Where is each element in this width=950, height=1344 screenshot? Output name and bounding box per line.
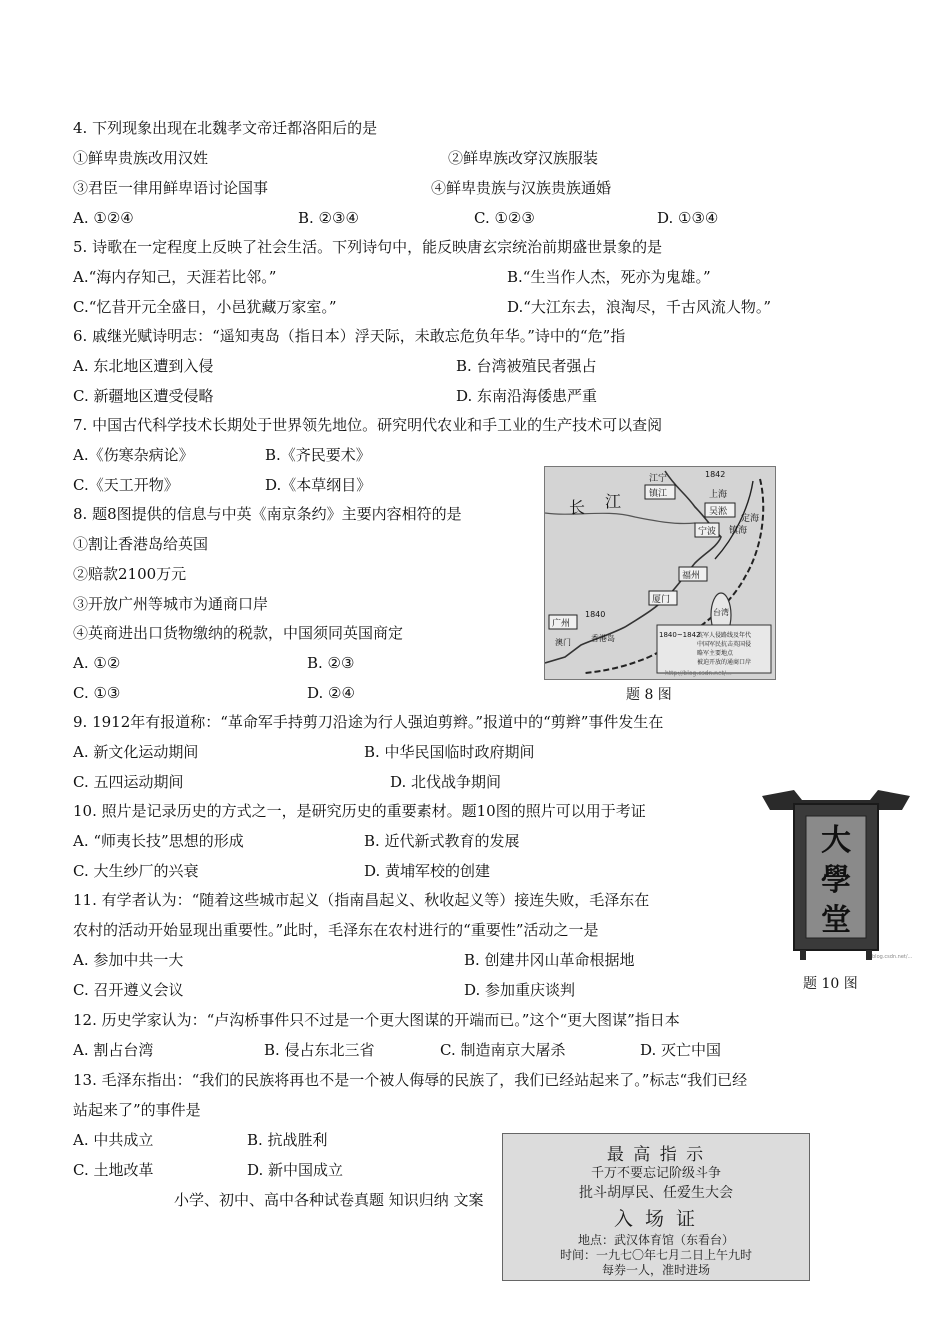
q12-option-b: B. 侵占东北三省 xyxy=(264,1041,375,1059)
legend-item: 略军主要地点 xyxy=(697,650,734,657)
plaque-char: 大 xyxy=(821,823,851,858)
ticket-line: 最 高 指 示 xyxy=(606,1145,706,1165)
q9-option-d: D. 北伐战争期间 xyxy=(390,773,502,791)
q4-item-4: ④鲜卑贵族与汉族贵族通婚 xyxy=(431,179,612,197)
map-label: 1840 xyxy=(585,610,606,619)
q7-stem: 7. 中国古代科学技术长期处于世界领先地位。研究明代农业和手工业的生产技术可以查阅 xyxy=(73,416,663,434)
map-label: 江宁 xyxy=(649,474,668,484)
q10-stem: 10. 照片是记录历史的方式之一，是研究历史的重要素材。题10图的照片可以用于考证 xyxy=(73,802,646,820)
q12-stem: 12. 历史学家认为：“卢沟桥事件只不过是一个更大图谋的开端而已。”这个“更大图谋”指日本 xyxy=(73,1011,680,1029)
ticket-line: 批斗胡厚民、任爱生大会 xyxy=(579,1185,733,1201)
q9-stem: 9. 1912年有报道称：“革命军手持剪刀沿途为行人强迫剪辫。”报道中的“剪辫”事件发生在 xyxy=(73,713,664,731)
map-label: 镇海 xyxy=(729,526,748,536)
q11-option-a: A. 参加中共一大 xyxy=(73,951,184,969)
q12-option-c: C. 制造南京大屠杀 xyxy=(440,1041,566,1059)
map-label: 镇江 xyxy=(649,489,668,499)
q11-stem-cont: 农村的活动开始显现出重要性。”此时，毛泽东在农村进行的“重要性”活动之一是 xyxy=(73,921,599,939)
q5-option-b: B.“生当作人杰，死亦为鬼雄。” xyxy=(507,268,711,286)
legend-item: 中国军民抗击英国侵 xyxy=(697,641,752,648)
q10-option-c: C. 大生纱厂的兴衰 xyxy=(73,862,199,880)
q11-option-b: B. 创建井冈山革命根据地 xyxy=(464,951,635,969)
map-label: 宁波 xyxy=(698,527,717,537)
footer-text: 小学、初中、高中各种试卷真题 知识归纳 文案 xyxy=(174,1191,484,1209)
map-label: 定海 xyxy=(741,514,760,524)
q6-option-d: D. 东南沿海倭患严重 xyxy=(456,387,598,405)
q4-item-2: ②鲜卑族改穿汉族服装 xyxy=(448,149,599,167)
map-label: 澳门 xyxy=(555,638,571,647)
map-label: 1842 xyxy=(705,470,726,479)
q10-option-b: B. 近代新式教育的发展 xyxy=(364,832,520,850)
map-label: 福州 xyxy=(682,571,701,581)
q4-option-c: C. ①②③ xyxy=(474,209,535,227)
plaque-leg xyxy=(800,950,806,960)
map-label: 广州 xyxy=(552,619,571,629)
ticket-photo xyxy=(502,1133,810,1281)
q5-option-d: D.“大江东去，浪淘尽，千古风流人物。” xyxy=(507,298,772,316)
plaque-drawing xyxy=(760,790,912,962)
ticket-line: 每券一人，准时进场 xyxy=(601,1263,710,1277)
q6-option-c: C. 新疆地区遭受侵略 xyxy=(73,387,214,405)
q12-option-d: D. 灭亡中国 xyxy=(640,1041,722,1059)
q13-option-c: C. 土地改革 xyxy=(73,1161,154,1179)
q4-option-b: B. ②③④ xyxy=(298,209,359,227)
q13-option-a: A. 中共成立 xyxy=(73,1131,154,1149)
q8-option-b: B. ②③ xyxy=(307,654,355,672)
map-label: 江 xyxy=(605,492,622,511)
figure-8-caption: 题 8 图 xyxy=(626,687,672,703)
q6-option-b: B. 台湾被殖民者强占 xyxy=(456,357,597,375)
plaque-char: 堂 xyxy=(821,903,851,938)
q4-option-d: D. ①③④ xyxy=(657,209,719,227)
q7-option-b: B.《齐民要术》 xyxy=(265,446,371,464)
q12-option-a: A. 割占台湾 xyxy=(73,1041,154,1059)
q8-item-4: ④英商进出口货物缴纳的税款，中国须同英国商定 xyxy=(73,624,404,642)
q4-option-a: A. ①②④ xyxy=(73,209,134,227)
q8-option-c: C. ①③ xyxy=(73,684,121,702)
q9-option-a: A. 新文化运动期间 xyxy=(73,743,199,761)
q7-option-c: C.《天工开物》 xyxy=(73,476,179,494)
q10-option-d: D. 黄埔军校的创建 xyxy=(364,862,491,880)
figure-10-caption: 题 10 图 xyxy=(803,976,858,992)
map-label: 吴淞 xyxy=(709,507,728,517)
map-drawing xyxy=(545,467,775,679)
q4-item-3: ③君臣一律用鲜卑语讨论国事 xyxy=(73,179,269,197)
q5-option-a: A.“海内存知己，天涯若比邻。” xyxy=(73,268,277,286)
q7-option-d: D.《本草纲目》 xyxy=(265,476,372,494)
q8-item-2: ②赔款2100万元 xyxy=(73,565,187,583)
map-label: 台湾 xyxy=(713,608,729,617)
legend-item: 英军人侵路线及年代 xyxy=(697,632,752,639)
q6-option-a: A. 东北地区遭到入侵 xyxy=(73,357,214,375)
map-label: 上海 xyxy=(709,490,728,500)
map-label: 香港岛 xyxy=(591,634,615,643)
q9-option-c: C. 五四运动期间 xyxy=(73,773,184,791)
q11-option-d: D. 参加重庆谈判 xyxy=(464,981,576,999)
q5-option-c: C.“忆昔开元全盛日，小邑犹藏万家室。” xyxy=(73,298,337,316)
q13-option-d: D. 新中国成立 xyxy=(247,1161,344,1179)
map-label: 长 xyxy=(569,498,586,517)
q6-stem: 6. 戚继光赋诗明志：“遥知夷岛（指日本）浮天际，未敢忘危负年华。”诗中的“危”指 xyxy=(73,327,626,345)
q13-stem: 13. 毛泽东指出：“我们的民族将再也不是一个被人侮辱的民族了，我们已经站起来了。”标志“我们已经 xyxy=(73,1071,748,1089)
map-label: 1840~1842 xyxy=(659,631,701,639)
q7-option-a: A.《伤寒杂病论》 xyxy=(73,446,194,464)
ticket-line: 时间：一九七〇年七月二日上午九时 xyxy=(559,1248,752,1262)
ticket-line: 入 场 证 xyxy=(613,1208,699,1230)
q8-option-d: D. ②④ xyxy=(307,684,355,702)
plaque-char: 學 xyxy=(821,863,851,898)
map-figure xyxy=(544,466,776,680)
q8-option-a: A. ①② xyxy=(73,654,121,672)
plaque-watermark: blog.csdn.net/... xyxy=(872,954,912,960)
q8-item-1: ①割让香港岛给英国 xyxy=(73,535,209,553)
map-watermark: http://blog.csdn.net/... xyxy=(665,670,732,677)
q10-option-a: A. “师夷长技”思想的形成 xyxy=(73,832,244,850)
q8-item-3: ③开放广州等城市为通商口岸 xyxy=(73,595,269,613)
q5-stem: 5. 诗歌在一定程度上反映了社会生活。下列诗句中，能反映唐玄宗统治前期盛世景象的是 xyxy=(73,238,663,256)
map-label: 厦门 xyxy=(652,595,671,605)
q9-option-b: B. 中华民国临时政府期间 xyxy=(364,743,535,761)
q13-option-b: B. 抗战胜利 xyxy=(247,1131,328,1149)
q4-item-1: ①鲜卑贵族改用汉姓 xyxy=(73,149,209,167)
q11-stem: 11. 有学者认为：“随着这些城市起义（指南昌起义、秋收起义等）接连失败，毛泽东在 xyxy=(73,891,650,909)
ticket-line: 千万不要忘记阶级斗争 xyxy=(590,1166,721,1181)
plaque-photo xyxy=(760,790,912,962)
q8-stem: 8. 题8图提供的信息与中英《南京条约》主要内容相符的是 xyxy=(73,505,462,523)
q4-stem: 4. 下列现象出现在北魏孝文帝迁都洛阳后的是 xyxy=(73,119,378,137)
legend-item: 被迫开放的通商口岸 xyxy=(697,659,752,666)
q13-stem-cont: 站起来了”的事件是 xyxy=(73,1101,201,1119)
ticket-line: 地点：武汉体育馆（东看台） xyxy=(577,1233,734,1247)
q11-option-c: C. 召开遵义会议 xyxy=(73,981,184,999)
